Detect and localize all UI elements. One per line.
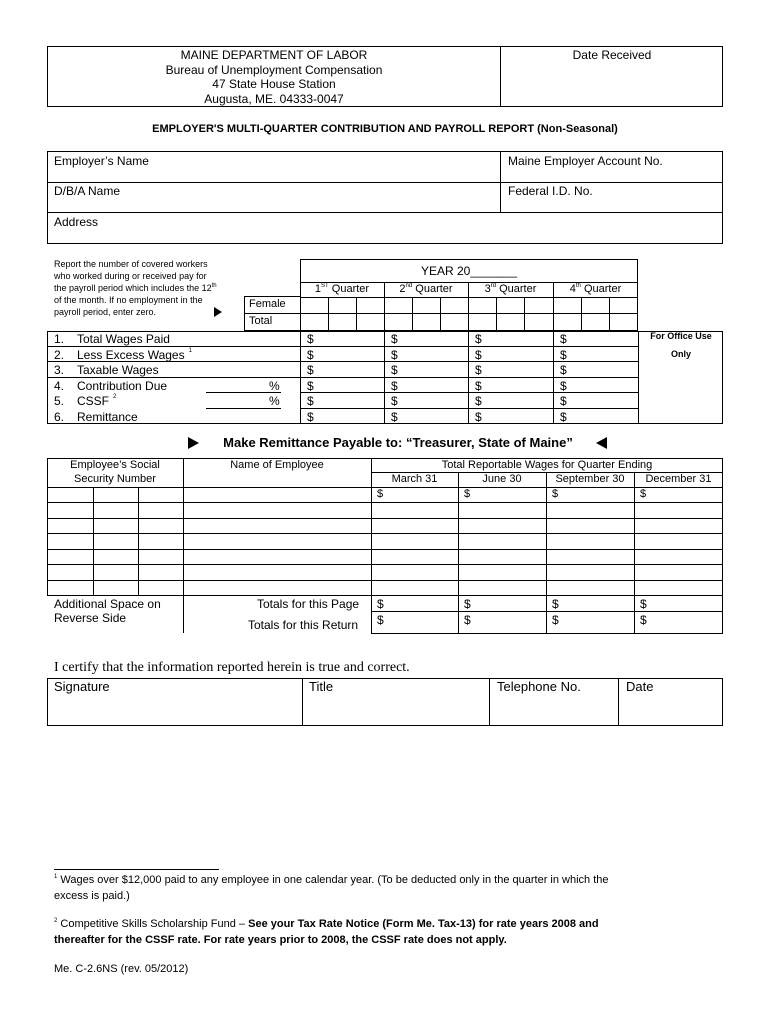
m-sep-3b xyxy=(524,297,525,331)
agency-line-3: 47 State House Station xyxy=(212,77,336,91)
rate-underline-5 xyxy=(206,408,281,409)
emp-col-sept xyxy=(546,472,547,633)
footnote-2-line-2: thereafter for the CSSF rate. For rate years prior to 2008, the CSSF rate does not apply. xyxy=(54,934,507,946)
arrow-right-icon xyxy=(214,307,222,317)
form-number: Me. C-2.6NS (rev. 05/2012) xyxy=(54,963,189,975)
signature-field[interactable]: Signature xyxy=(54,679,110,694)
certify-statement: I certify that the information reported herein is true and correct. xyxy=(54,660,410,675)
quarter-4-label: 4th Quarter xyxy=(569,283,622,295)
wage-row-4 xyxy=(300,392,638,393)
quarter-1-amount-cell[interactable]: $ xyxy=(307,394,314,408)
wage-line-label: CSSF $^2$ xyxy=(77,394,117,408)
dollar-march: $ xyxy=(377,488,384,500)
wage-line-number: 3. xyxy=(54,363,65,377)
m-sep-2a xyxy=(412,297,413,331)
remittance-payable-text: Make Remittance Payable to: “Treasurer, State of Maine” xyxy=(223,435,573,450)
total-return-dollar-december: $ xyxy=(640,613,647,627)
emp-row-line-4 xyxy=(47,549,723,550)
workers-instructions-2: who worked during or received pay for xyxy=(54,271,207,281)
quarter-3-amount-cell[interactable]: $ xyxy=(475,348,482,362)
quarter-1-amount-cell[interactable]: $ xyxy=(307,379,314,393)
emp-col-ssn xyxy=(183,458,184,633)
quarter-4-amount-cell[interactable]: $ xyxy=(560,379,567,393)
form-title: EMPLOYER'S MULTI-QUARTER CONTRIBUTION AND PAYROLL REPORT (Non-Seasonal) xyxy=(152,123,618,135)
emp-row-line-1 xyxy=(47,502,723,503)
total-return-dollar-september: $ xyxy=(552,613,559,627)
total-reportable-wages-header: Total Reportable Wages for Quarter Ending xyxy=(441,459,653,471)
telephone-field[interactable]: Telephone No. xyxy=(497,679,581,694)
workers-instructions-4: of the month. If no employment in the xyxy=(54,295,203,305)
quarter-2-amount-cell[interactable]: $ xyxy=(391,348,398,362)
quarter-1-amount-cell[interactable]: $ xyxy=(307,363,314,377)
employer-name-field[interactable]: Employer’s Name xyxy=(54,154,149,168)
quarter-2-amount-cell[interactable]: $ xyxy=(391,363,398,377)
dollar-december: $ xyxy=(640,488,647,500)
signature-table xyxy=(47,678,723,726)
quarter-3-amount-cell[interactable]: $ xyxy=(475,410,482,424)
quarter-3-amount-cell[interactable]: $ xyxy=(475,363,482,377)
sig-col-1 xyxy=(302,678,303,726)
rate-percent-sign: % xyxy=(269,379,280,393)
quarter-1-amount-cell[interactable]: $ xyxy=(307,410,314,424)
wage-line-number: 1. xyxy=(54,332,65,346)
m-sep-1a xyxy=(328,297,329,331)
dba-name-field[interactable]: D/B/A Name xyxy=(54,184,121,198)
emp-header-line xyxy=(47,487,723,488)
agency-line-4: Augusta, ME. 04333-0047 xyxy=(204,92,344,106)
m-sep-2b xyxy=(440,297,441,331)
wage-line-number: 6. xyxy=(54,410,65,424)
totals-page-label: Totals for this Page xyxy=(257,597,360,611)
ssn-header-2: Security Number xyxy=(74,473,156,485)
quarter-line xyxy=(300,297,638,298)
wage-line-label: Contribution Due xyxy=(77,379,168,393)
totals-page-line xyxy=(371,611,723,612)
quarter-2-amount-cell[interactable]: $ xyxy=(391,379,398,393)
additional-space-label-2: Reverse Side xyxy=(54,611,127,625)
dollar-september: $ xyxy=(552,488,559,500)
name-of-employee-header: Name of Employee xyxy=(230,459,324,471)
footnote-1-line-2: excess is paid.) xyxy=(54,890,130,902)
emp-row-line-5 xyxy=(47,564,723,565)
sig-col-2 xyxy=(489,678,490,726)
wage-line-label: Total Wages Paid xyxy=(77,332,170,346)
quarter-4-amount-cell[interactable]: $ xyxy=(560,394,567,408)
quarter-2-amount-cell[interactable]: $ xyxy=(391,332,398,346)
emp-row-line-3 xyxy=(47,533,723,534)
quarter-3-amount-cell[interactable]: $ xyxy=(475,394,482,408)
wage-row-1 xyxy=(47,346,638,347)
wage-line-label: Taxable Wages xyxy=(77,363,159,377)
agency-line-2: Bureau of Unemployment Compensation xyxy=(165,63,383,77)
total-page-dollar-december: $ xyxy=(640,597,647,611)
federal-id-field[interactable]: Federal I.D. No. xyxy=(508,184,593,198)
workers-instructions-3: the payroll period which includes the 12th xyxy=(54,283,217,293)
m-sep-3a xyxy=(496,297,497,331)
quarter-2-amount-cell[interactable]: $ xyxy=(391,410,398,424)
footnote-separator xyxy=(54,869,219,870)
total-page-dollar-september: $ xyxy=(552,597,559,611)
total-return-dollar-march: $ xyxy=(377,613,384,627)
sig-col-3 xyxy=(618,678,619,726)
quarter-4-amount-cell[interactable]: $ xyxy=(560,363,567,377)
agency-line-1: MAINE DEPARTMENT OF LABOR xyxy=(180,48,368,62)
wage-row-3 xyxy=(47,377,638,378)
title-field[interactable]: Title xyxy=(309,679,334,694)
total-return-dollar-june: $ xyxy=(464,613,471,627)
office-use-label-2: Only xyxy=(670,349,691,359)
quarter-2-label: 2nd Quarter xyxy=(399,283,453,295)
quarter-4-amount-cell[interactable]: $ xyxy=(560,410,567,424)
arrow-right-icon xyxy=(188,437,199,449)
quarter-3-label: 3rd Quarter xyxy=(484,283,537,295)
m-sep-4a xyxy=(581,297,582,331)
additional-space-label-1: Additional Space on xyxy=(54,597,161,611)
arrow-left-icon xyxy=(596,437,607,449)
rate-percent-sign: % xyxy=(269,394,280,408)
footnote-2-line-1: $^2$ Competitive Skills Scholarship Fund – See your Tax Rate Notice (Form Me. Tax-13) for rate years 2008 and xyxy=(54,918,599,930)
month-september: September 30 xyxy=(555,473,625,485)
ssn-header-1: Employee’s Social xyxy=(70,459,160,471)
quarter-4-amount-cell[interactable]: $ xyxy=(560,332,567,346)
totals-bottom-line xyxy=(371,633,723,634)
wage-line-number: 5. xyxy=(54,394,65,408)
m-sep-4b xyxy=(609,297,610,331)
total-page-dollar-june: $ xyxy=(464,597,471,611)
month-march: March 31 xyxy=(391,473,438,485)
quarter-3-amount-cell[interactable]: $ xyxy=(475,379,482,393)
dollar-june: $ xyxy=(464,488,471,500)
emp-row-line-6 xyxy=(47,580,723,581)
wage-line-label: Less Excess Wages $^1$ xyxy=(77,348,192,362)
wage-line-label: Remittance xyxy=(77,410,138,424)
emp-col-dec xyxy=(634,472,635,633)
office-use-label-1: For Office Use xyxy=(650,331,712,341)
wage-col-4 xyxy=(638,331,639,424)
female-label: Female xyxy=(249,298,286,310)
female-line xyxy=(244,313,638,314)
emp-row-line-2 xyxy=(47,518,723,519)
workers-instructions-5: payroll period, enter zero. xyxy=(54,307,157,317)
employer-col-line xyxy=(500,151,501,213)
footnote-1-line-1: $^1$ Wages over $12,000 paid to any employee in one calendar year. (To be deducted only in the quarter in which the xyxy=(54,874,609,886)
wage-line-number: 4. xyxy=(54,379,65,393)
m-sep-1b xyxy=(356,297,357,331)
month-june: June 30 xyxy=(482,473,522,485)
wage-row-5 xyxy=(300,408,638,409)
employer-row-line-1 xyxy=(47,182,723,183)
total-label: Total xyxy=(249,315,273,327)
wage-line-number: 2. xyxy=(54,348,65,362)
emp-col-june xyxy=(458,472,459,633)
totals-return-label: Totals for this Return xyxy=(248,618,359,632)
quarter-4-amount-cell[interactable]: $ xyxy=(560,348,567,362)
date-field[interactable]: Date xyxy=(626,679,654,694)
workers-instructions-1: Report the number of covered workers xyxy=(54,259,208,269)
month-december: December 31 xyxy=(645,473,712,485)
year-label: YEAR 20_______ xyxy=(420,264,518,278)
total-page-dollar-march: $ xyxy=(377,597,384,611)
date-received-label: Date Received xyxy=(572,48,652,62)
address-field[interactable]: Address xyxy=(54,215,99,229)
quarter-1-amount-cell[interactable]: $ xyxy=(307,332,314,346)
quarter-2-amount-cell[interactable]: $ xyxy=(391,394,398,408)
quarter-3-amount-cell[interactable]: $ xyxy=(475,332,482,346)
account-number-field[interactable]: Maine Employer Account No. xyxy=(508,154,663,168)
totals-right-line xyxy=(722,596,723,633)
quarter-1-amount-cell[interactable]: $ xyxy=(307,348,314,362)
quarter-1-label: 1ST Quarter xyxy=(314,283,370,295)
employer-row-line-2 xyxy=(47,212,723,213)
